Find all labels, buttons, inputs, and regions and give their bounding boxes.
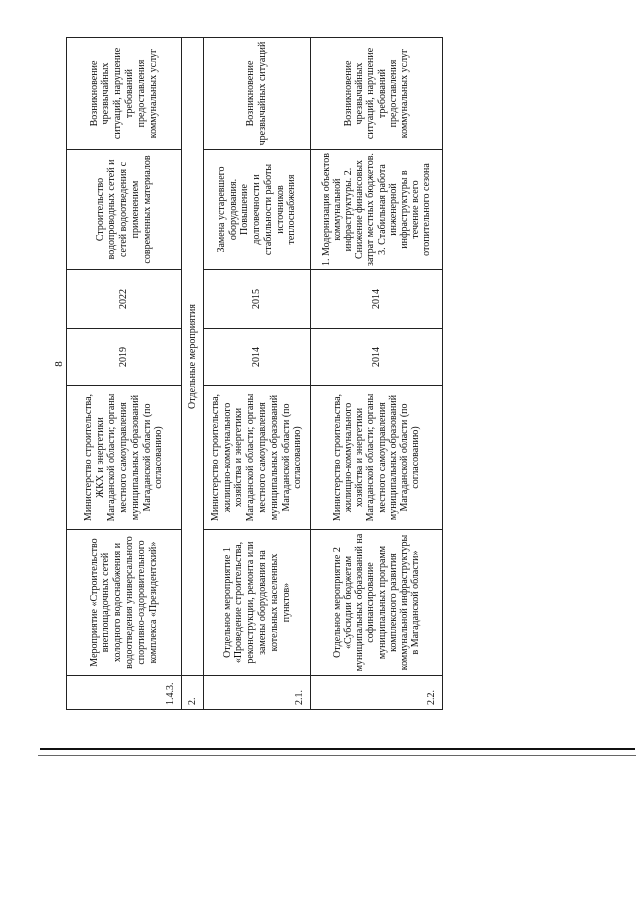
section-title: Отдельные мероприятия [182, 38, 204, 676]
executor: Министерство строительства, жилищно-коммунального хозяйства и энергетики Магаданской области; органы местного самоуправления муниципальных образований Магаданской области (по согласованию) [311, 386, 443, 530]
end-year: 2014 [311, 270, 443, 329]
measure-name: Мероприятие «Строительство внеплощадочных сетей холодного водоснабжения и водоотведения универсального спортивно-оздоровительного комплекса «Президентский» [67, 530, 182, 676]
start-year: 2019 [67, 329, 182, 386]
page-number: 8 [52, 361, 65, 367]
section-number: 2. [182, 676, 204, 710]
row-number: 2.1. [204, 676, 311, 710]
page-divider-thin [38, 755, 636, 756]
executor: Министерство строительства, жилищно-коммунального хозяйства и энергетики Магаданской области; органы местного самоуправления муниципальных образований Магаданской области (по согласованию) [204, 386, 311, 530]
rotated-table-container [66, 38, 442, 710]
expected-result: Замена устаревшего оборудования. Повышение долговечности и стабильности работы источников теплоснабжения [204, 150, 311, 270]
risks: Возникновение чрезвычайных ситуаций, нарушение требований предоставления коммунальных услуг [67, 38, 182, 150]
risks: Возникновение чрезвычайных ситуаций [204, 38, 311, 150]
measure-name: Отдельное мероприятие 1 «Проведение строительства, реконструкции, ремонта или замены оборудования на котельных населенных пунктов» [204, 530, 311, 676]
table-row [311, 38, 443, 710]
end-year: 2022 [67, 270, 182, 329]
page-divider [40, 748, 635, 750]
measure-name: Отдельное мероприятие 2 «Субсидии бюджетам муниципальных образований на софинансирование муниципальных программ комплексного развития коммунальной инфраструктуры в Магаданской области» [311, 530, 443, 676]
table-row [67, 38, 182, 710]
measures-table [66, 37, 443, 710]
row-number: 1.4.3. [67, 676, 182, 710]
section-row [182, 38, 204, 710]
executor: Министерство строительства, ЖКХ и энергетики Магаданской области; органы местного самоуправления муниципальных образований Магаданской области (по согласованию) [67, 386, 182, 530]
expected-result: Строительство водопроводных сетей и сетей водоотведения с применением современных материалов [67, 150, 182, 270]
expected-result: 1. Модернизация объектов коммунальной инфраструктуры. 2. Снижение финансовых затрат местных бюджетов. 3. Стабильная работа инженерной инфраструктуры в течение всего отопительного сезона [311, 150, 443, 270]
start-year: 2014 [311, 329, 443, 386]
row-number: 2.2. [311, 676, 443, 710]
risks: Возникновение чрезвычайных ситуаций, нарушение требований предоставления коммунальных услуг [311, 38, 443, 150]
table-row [204, 38, 311, 710]
start-year: 2014 [204, 329, 311, 386]
end-year: 2015 [204, 270, 311, 329]
